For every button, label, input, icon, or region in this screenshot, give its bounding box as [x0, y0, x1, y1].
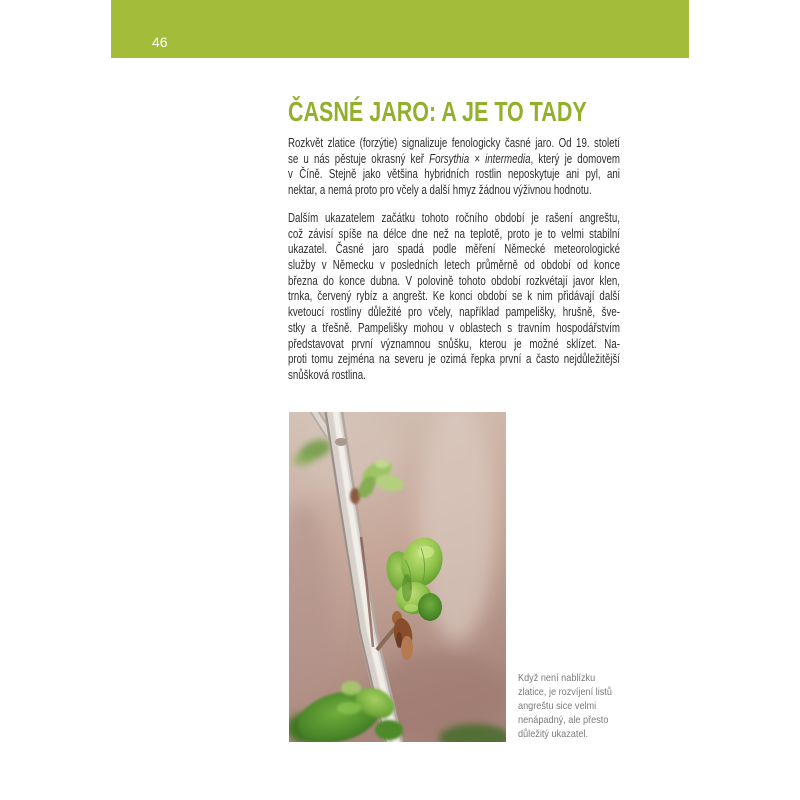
caption-line: angreštu sice velmi — [518, 700, 597, 712]
header-band — [111, 0, 689, 58]
body-text-line: stky a třešně. Pampelišky mohou v oblastech s travním hospodářstvím — [288, 319, 620, 335]
body-text-line: ukazatel. Časné jaro spadá podle měření Německé meteorologické — [288, 241, 620, 257]
caption-line: zlatice, je rozvíjení listů — [518, 686, 612, 698]
chapter-title: ČASNÉ JARO: A JE TO TADY — [288, 96, 587, 127]
body-text-line — [288, 151, 620, 167]
body-text-line: snůšková rostlina. — [288, 366, 366, 382]
body-text-segment: se u nás pěstuje okrasný keř — [288, 150, 430, 166]
body-text-line: v Číně. Stejně jako většina hybridních rostlin neposkytuje ani pyl, ani — [288, 166, 620, 182]
body-text-line: Dalším ukazatelem začátku tohoto ročního období je rašení angreštu, — [288, 210, 620, 225]
body-text-line: trnka, červený rybíz a angrešt. Ke konci období se k nim přidávají další — [288, 288, 620, 304]
body-text-line: proti tomu zejména na severu je ozimá řepka první a často nejdůležitější — [288, 351, 620, 367]
paragraph — [288, 210, 620, 383]
body-text-line: března do konce dubna. V polovině tohoto období rozkvétají javor klen, — [288, 272, 620, 288]
species-name-italic: Forsythia × intermedia — [429, 150, 531, 166]
caption-line: důležitý ukazatel. — [518, 728, 589, 740]
caption-line: Když není nablízku — [518, 672, 596, 684]
body-text-line: služby v Německu v posledních letech průměrně od období od konce — [288, 257, 620, 273]
figure-photo — [289, 412, 506, 742]
body-text-line: představovat první významnou snůšku, kterou je možné sklízet. Na- — [288, 335, 620, 351]
body-text-line: kvetoucí rostliny důležité pro včely, například pampelišky, hrušně, šve- — [288, 304, 620, 320]
figure-caption — [518, 671, 626, 741]
page-number: 46 — [152, 34, 168, 50]
caption-line: nenápadný, ale přesto — [518, 714, 609, 726]
body-text-line: Rozkvět zlatice (forzýtie) signalizuje fenologicky časné jaro. Od 19. století — [288, 135, 620, 150]
paragraph — [288, 135, 620, 198]
body-text-segment: , který je domovem — [530, 150, 620, 166]
body-text-line: což závisí spíše na délce dne než na teplotě, proto je to velmi stabilní — [288, 225, 620, 241]
photo-illustration — [289, 412, 506, 742]
body-text-line: nektar, a nemá proto pro včely a další hmyz žádnou výživnou hodnotu. — [288, 182, 592, 198]
